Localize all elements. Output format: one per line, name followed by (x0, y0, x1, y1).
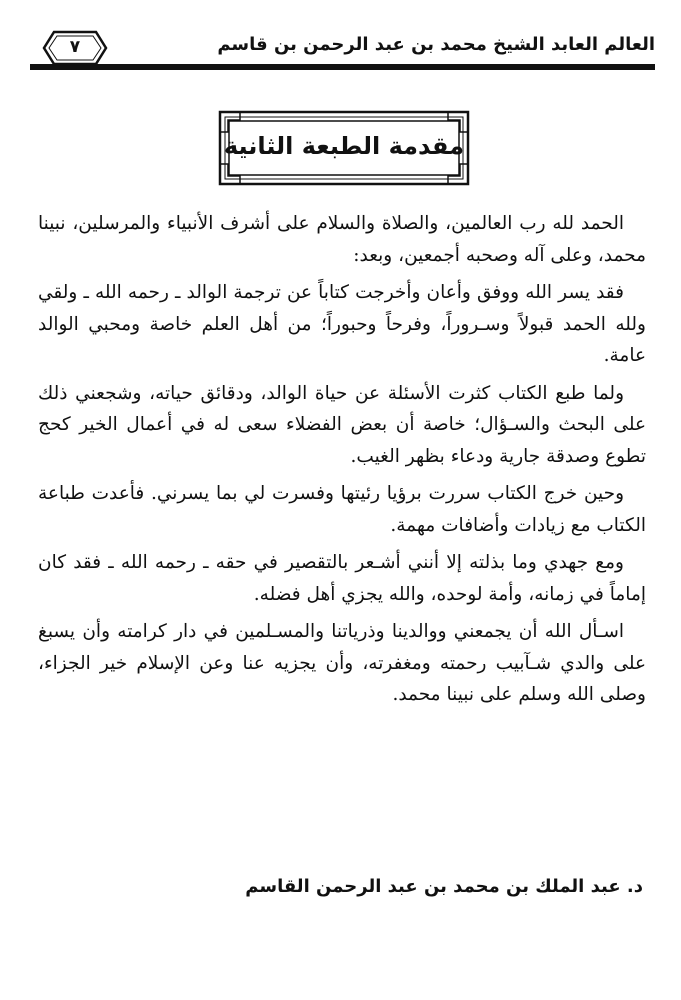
paragraph-1: الحمد لله رب العالمين، والصلاة والسلام على أشرف الأنبياء والمرسلين، نبينا محمد، وعلى آله وصحبه أجمعين، وبعد: (38, 213, 646, 266)
page-header (30, 28, 655, 78)
preface-body (38, 208, 646, 717)
paragraph-4: وحين خرج الكتاب سررت برؤيا رئيتها وفسرت لي بما يسرني. فأعدت طباعة الكتاب مع زيادات وأضافات مهمة. (38, 483, 646, 536)
author-signature: د. عبد الملك بن محمد بن عبد الرحمن القاسم (245, 876, 643, 897)
section-title-frame (218, 110, 470, 186)
header-rule (30, 64, 655, 70)
running-title: العالم العابد الشيخ محمد بن عبد الرحمن بن قاسم (217, 34, 655, 55)
page-number: ٧ (69, 37, 81, 57)
paragraph-2: فقد يسر الله ووفق وأعان وأخرجت كتاباً عن ترجمة الوالد ـ رحمه الله ـ ولقي ولله الحمد قبولاً وسـروراً، وفرحاً وحبوراً؛ من أهل العلم خاصة ومحبي الوالد عامة. (38, 282, 646, 366)
page-number-badge (42, 30, 108, 66)
section-title: مقدمة الطبعة الثانية (223, 132, 465, 160)
paragraph-6: اسـأل الله أن يجمعني ووالدينا وذرياتنا والمسـلمين في دار كرامته وأن يسبغ على والدي شـآبيب رحمته ومغفرته، وأن يجزيه عنا وعن الإسلام خير الجزاء، وصلى الله وسلم على نبينا محمد. (38, 621, 646, 705)
paragraph-3: ولما طبع الكتاب كثرت الأسئلة عن حياة الوالد، ودقائق حياته، وشجعني ذلك على البحث والسـؤال؛ خاصة أن بعض الفضلاء سعى له في أعمال الخير كحج تطوع وصدقة جارية ودعاء بظهر الغيب. (38, 382, 646, 467)
paragraph-5: ومع جهدي وما بذلته إلا أنني أشـعر بالتقصير في حقه ـ رحمه الله ـ فقد كان إماماً في زمانه، وأمة لوحده، والله يجزي أهل فضله. (38, 552, 646, 605)
